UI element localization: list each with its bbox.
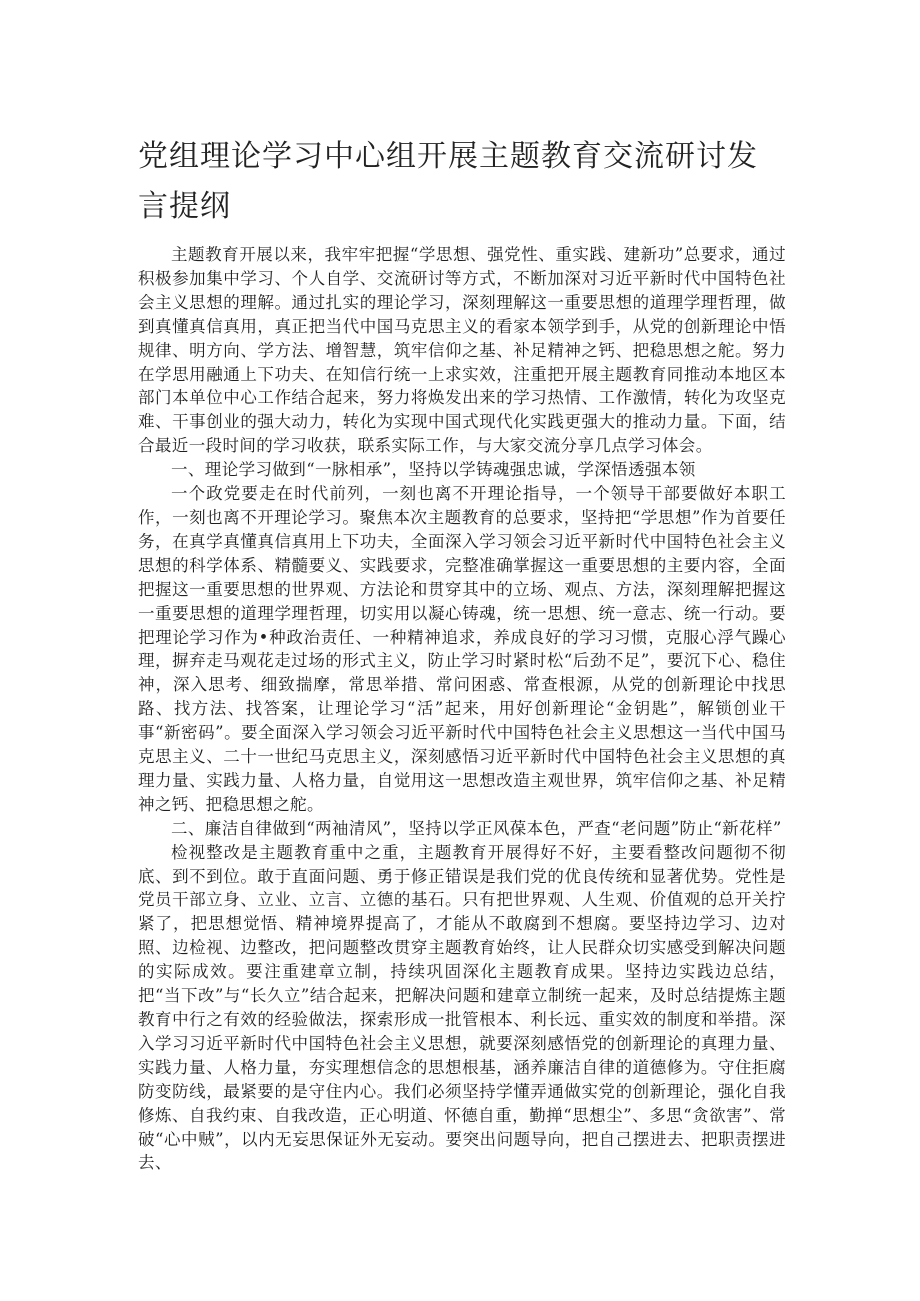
section-1-paragraph: 一个政党要走在时代前列，一刻也离不开理论指导，一个领导干部要做好本职工作，一刻也离不开理论学习。聚焦本次主题教育的总要求，坚持把“学思想”作为首要任务，在真学真懂真信真用上下功夫，全面深入学习领会习近平新时代中国特色社会主义思想的科学体系、精髓要义、实践要求，完整准确掌握这一重要思想的主要内容，全面把握这一重要思想的世界观、方法论和贯穿其中的立场、观点、方法，深刻理解把握这一重要思想的道理学理哲理，切实用以凝心铸魂，统一思想、统一意志、统一行动。要把理论学习作为•种政治责任、一种精神追求，养成良好的学习习惯，克服心浮气躁心理，摒弃走马观花走过场的形式主义，防止学习时紧时松“后劲不足”，要沉下心、稳住神，深入思考、细致揣摩，常思举措、常问困惑、常查根源，从党的创新理论中找思路、找方法、找答案，让理论学习“活”起来，用好创新理论“金钥匙”，解锁创业干事“新密码”。要全面深入学习领会习近平新时代中国特色社会主义思想这一当代中国马克思主义、二十一世纪马克思主义，深刻感悟习近平新时代中国特色社会主义思想的真理力量、实践力量、人格力量，自觉用这一思想改造主观世界，筑牢信仰之基、补足精神之钙、把稳思想之舵。: [138, 484, 786, 814]
section-heading-1: 一、理论学习做到“一脉相承”，坚持以学铸魂强忠诚，学深悟透强本领: [171, 460, 696, 480]
document-body: [138, 243, 786, 1175]
document-title: 党组理论学习中心组开展主题教育交流研讨发言提纲: [138, 139, 758, 224]
intro-paragraph: 主题教育开展以来，我牢牢把握“学思想、强党性、重实践、建新功”总要求，通过积极参加集中学习、个人自学、交流研讨等方式，不断加深对习近平新时代中国特色社会主义思想的理解。通过扎实的理论学习，深刻理解这一重要思想的道理学理哲理，做到真懂真信真用，真正把当代中国马克思主义的看家本领学到手，从党的创新理论中悟规律、明方向、学方法、增智慧，筑牢信仰之基、补足精神之钙、把稳思想之舵。努力在学思用融通上下功夫、在知信行统一上求实效，注重把开展主题教育同推动本地区本部门本单位中心工作结合起来，努力将焕发出来的学习热情、工作激情，转化为攻坚克难、干事创业的强大动力，转化为实现中国式现代化实践更强大的推动力量。下面，结合最近一段时间的学习收获，联系实际工作，与大家交流分享几点学习体会。: [138, 245, 786, 456]
section-2-paragraph: 检视整改是主题教育重中之重，主题教育开展得好不好，主要看整改问题彻不彻底、到不到位。敢于直面问题、勇于修正错误是我们党的优良传统和显著优势。党性是党员干部立身、立业、立言、立德的基石。只有把世界观、人生观、价值观的总开关拧紧了，把思想觉悟、精神境界提高了，才能从不敢腐到不想腐。要坚持边学习、边对照、边检视、边整改，把问题整改贯穿主题教育始终，让人民群众切实感受到解决问题的实际成效。要注重建章立制，持续巩固深化主题教育成果。坚持边实践边总结，把“当下改”与“长久立”结合起来，把解决问题和建章立制统一起来，及时总结提炼主题教育中行之有效的经验做法，探索形成一批管根本、利长远、重实效的制度和举措。深入学习习近平新时代中国特色社会主义思想，就要深刻感悟党的创新理论的真理力量、实践力量、人格力量，夯实理想信念的思想根基，涵养廉洁自律的道德修为。守住拒腐防变防线，最紧要的是守住内心。我们必须坚持学懂弄通做实党的创新理论，强化自我修炼、自我约束、自我改造，正心明道、怀德自重，勤掸“思想尘”、多思“贪欲害”、常破“心中贼”，以内无妄思保证外无妄动。要突出问题导向，把自己摆进去、把职责摆进去、: [138, 842, 786, 1173]
section-heading-2: 二、廉洁自律做到“两袖清风”，坚持以学正风葆本色，严查“老问题”防止“新花样”: [171, 818, 782, 838]
